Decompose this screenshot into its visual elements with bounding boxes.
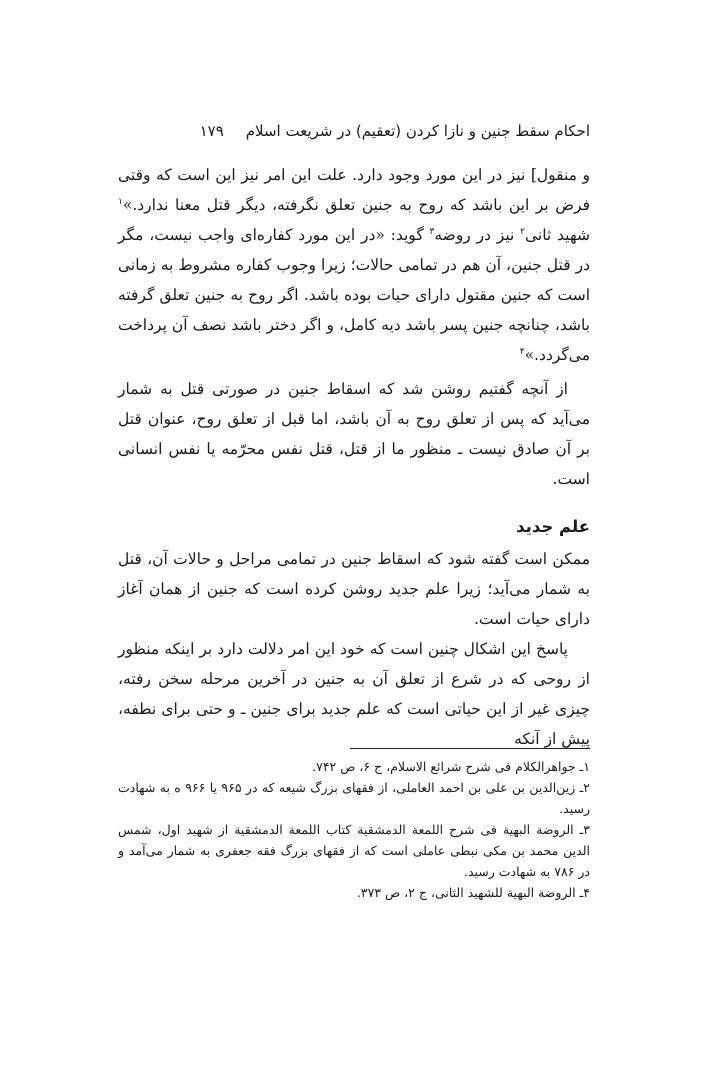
footnote-ref-4: ۴ [519, 346, 525, 357]
footnote-divider [350, 748, 590, 749]
paragraph-3: ممکن است گفته شود که اسقاط جنین در تمامی مراحل و حالات آن، قتل به شمار می‌آید؛ زیرا علم جدید روشن کرده است که جنین از همان آغاز دارای حیات است. [118, 550, 590, 628]
paragraph-1 [118, 160, 590, 370]
paragraph-text: شهید ثانی [524, 226, 590, 244]
page-number: ۱۷۹ [199, 122, 224, 140]
section-heading: علم جدید [516, 517, 590, 536]
paragraph-text: گوید: «در این مورد کفاره‌ای واجب نیست، مگر در قتل جنین، آن هم در تمامی حالات؛ زیرا وجوب کفاره مشروط به زمانی است که جنین مقتول دارای حیات بوده باشد. اگر روح به جنین تعلق گرفته باشد، چنانچه جنین پسر باشد دیه کامل، و اگر دختر باشد نصف آن پرداخت می‌گردد.» [118, 226, 590, 364]
footnote-1: ۱ـ جواهرالکلام فی شرح شرائع الاسلام، ج ۶، ص ۷۴۲. [312, 759, 590, 774]
paragraph-2: از آنچه گفتیم روشن شد که اسقاط جنین در صورتی قتل به شمار می‌آید که پس از تعلق روح به آن باشد، اما قبل از تعلق روح، عنوان قتل بر آن صادق نیست ـ منظور ما از قتل، قتل نفس محرّمه یا نفس انسانی است. [118, 380, 590, 488]
footnote-ref-1: ۱ [118, 196, 123, 207]
paragraph-4: پاسخ این اشکال چنین است که خود این امر دلالت دارد بر اینکه منظور از روحی که در شرع از تعلق آن به جنین در آخرین مرحله سخن رفته، چیزی غیر از این حیاتی است که علم جدید برای جنین ـ و حتی برای نطفه، پیش از آنکه [118, 640, 590, 748]
footnote-2: ۲ـ زین‌الدین بن علی بن احمد العاملی، از فقهای بزرگ شیعه که در ۹۶۵ یا ۹۶۶ ه به شهادت رسید. [118, 780, 590, 816]
footnotes [118, 756, 590, 903]
footnote-3: ۳ـ الروضة البهیة فی شرح اللمعة الدمشقیة کتاب اللمعة الدمشقیة از شهید اول، شمس الدین محمد بن مکی نبطی عاملی است که از فقهای بزرگ فقه جعفری به شمار می‌آمد و در ۷۸۶ به شهادت رسید. [118, 822, 590, 879]
footnote-4: ۴ـ الروضة البهیة للشهید الثانی، ج ۲، ص ۳۷۳. [356, 885, 590, 900]
running-header [118, 118, 590, 144]
footnote-ref-2: ۲ [520, 226, 525, 237]
main-text [118, 160, 590, 754]
footnote-ref-3: ۳ [429, 226, 435, 237]
paragraph-text: نیز در روضه [434, 226, 521, 244]
header-title: احکام سقط جنین و نازا کردن (تعقیم) در شریعت اسلام [245, 122, 590, 140]
paragraph-text: و منقول] نیز در این مورد وجود دارد. علت این امر نیز این است که وقتی فرض بر این باشد که روح به جنین تعلق نگرفته، دیگر قتل معنا ندارد.» [118, 166, 590, 214]
